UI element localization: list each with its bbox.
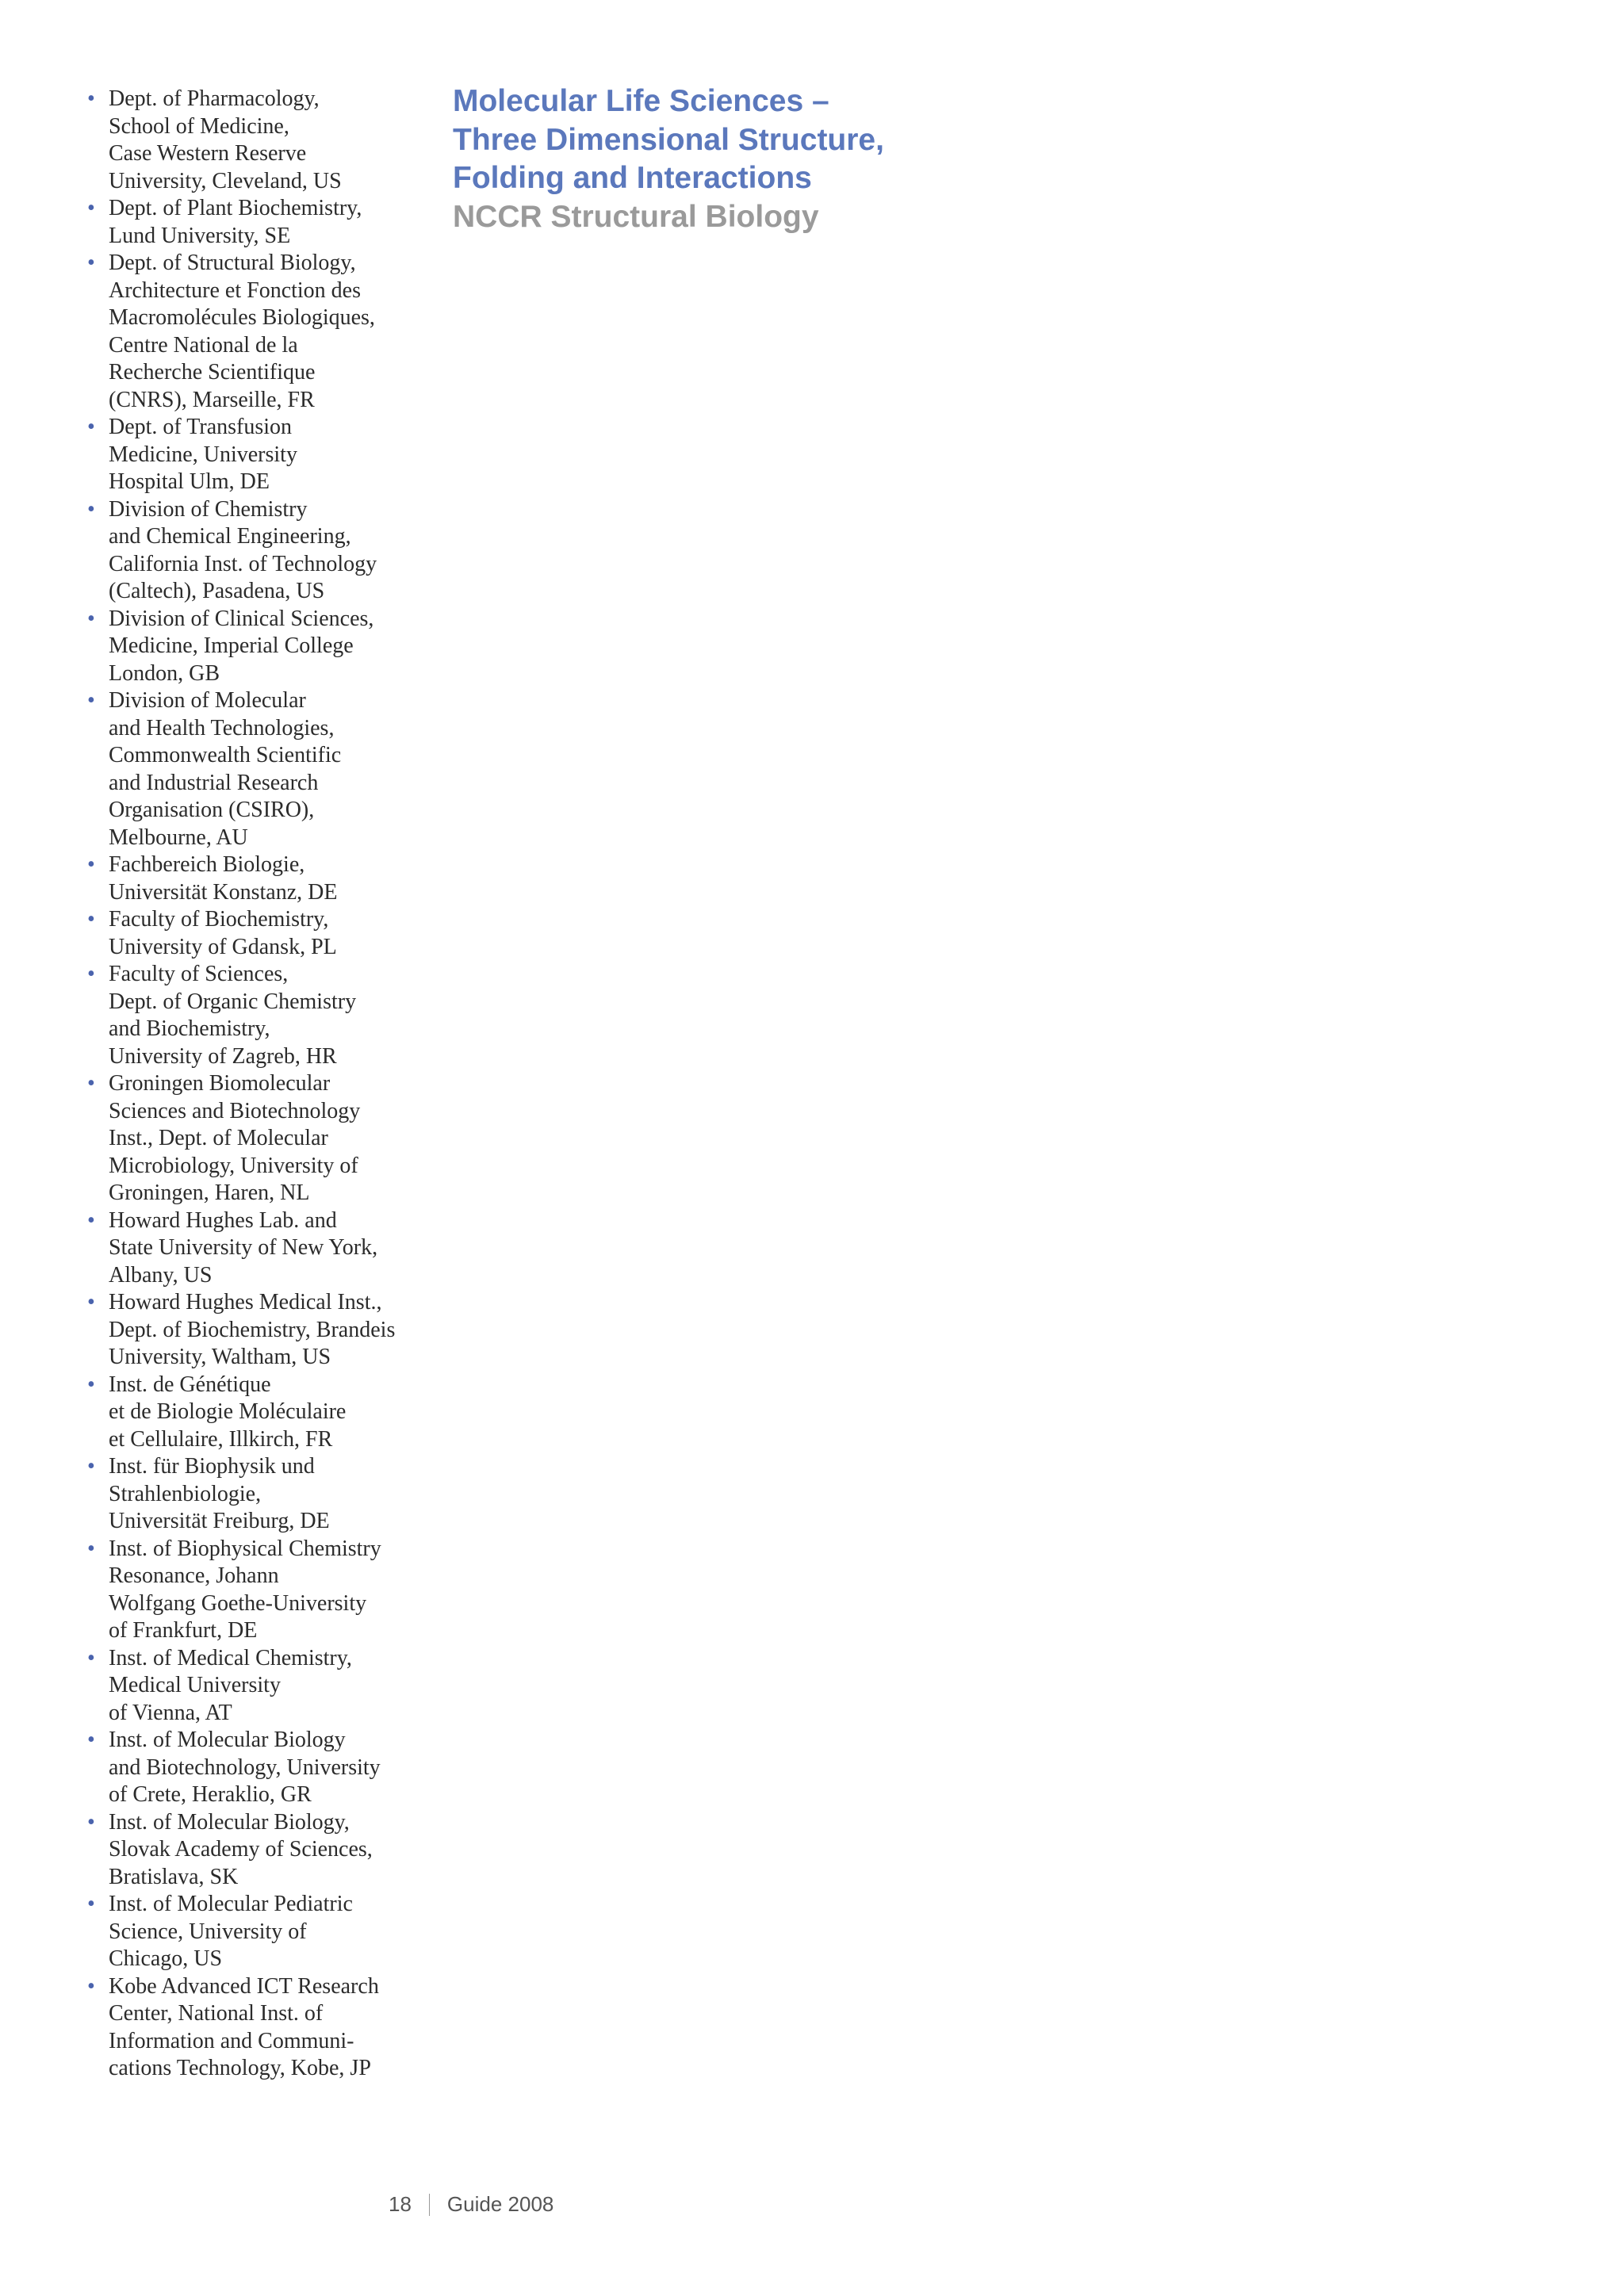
bullet-icon: • (87, 251, 95, 275)
institution-item (87, 1645, 428, 1728)
bullet-icon: • (87, 852, 95, 877)
bullet-icon: • (87, 606, 95, 631)
institution-item (87, 1536, 428, 1645)
institution-item (87, 1809, 428, 1892)
bullet-icon: • (87, 962, 95, 986)
institution-name: Howard Hughes Lab. and State University of New York, Albany, US (109, 1207, 378, 1288)
bullet-icon: • (87, 907, 95, 932)
institution-name: Division of Chemistry and Chemical Engineering, California Inst. of Technology (Caltech), Pasadena, US (109, 496, 377, 603)
footer-divider (429, 2194, 430, 2216)
institution-item (87, 1727, 428, 1809)
institution-list (87, 86, 428, 2083)
bullet-icon: • (87, 1728, 95, 1752)
bullet-icon: • (87, 1071, 95, 1096)
institution-name: Inst. de Génétique et de Biologie Moléculaire et Cellulaire, Illkirch, FR (109, 1372, 347, 1452)
institution-item (87, 1891, 428, 1973)
institution-name: Dept. of Plant Biochemistry, Lund University, SE (109, 196, 362, 248)
title-block (453, 82, 944, 236)
institution-item (87, 1973, 428, 2083)
bullet-icon: • (87, 1536, 95, 1561)
bullet-icon: • (87, 496, 95, 522)
institution-item (87, 906, 428, 961)
institution-item (87, 195, 428, 250)
institution-item (87, 1207, 428, 1290)
institution-name: Inst. of Medical Chemistry, Medical University of Vienna, AT (109, 1645, 352, 1725)
bullet-icon: • (87, 1290, 95, 1314)
institution-name: Division of Clinical Sciences, Medicine, Imperial College London, GB (109, 606, 374, 686)
institution-item (87, 851, 428, 906)
institution-name: Inst. of Biophysical Chemistry Resonance, Johann Wolfgang Goethe-University of Frankfurt, DE (109, 1536, 381, 1643)
institution-item (87, 961, 428, 1070)
bullet-icon: • (87, 415, 95, 439)
institution-name: Faculty of Biochemistry, University of Gdansk, PL (109, 907, 337, 959)
institution-name: Inst. of Molecular Biology, Slovak Academy of Sciences, Bratislava, SK (109, 1809, 373, 1889)
institution-name: Groningen Biomolecular Sciences and Biotechnology Inst., Dept. of Molecular Microbiology, University of Groningen, Haren, NL (109, 1071, 361, 1205)
institution-name: Fachbereich Biologie, Universität Konstanz, DE (109, 852, 338, 905)
institution-name: Dept. of Pharmacology, School of Medicine, Case Western Reserve University, Cleveland, US (109, 86, 342, 193)
bullet-icon: • (87, 1973, 95, 1999)
bullet-icon: • (87, 1809, 95, 1835)
bullet-icon: • (87, 86, 95, 111)
bullet-icon: • (87, 1372, 95, 1397)
institution-item (87, 1372, 428, 1454)
institution-item (87, 496, 428, 606)
bullet-icon: • (87, 688, 95, 713)
page-title: Molecular Life Sciences – Three Dimensional Structure, Folding and Interactions (453, 84, 884, 195)
institution-item (87, 687, 428, 851)
institution-name: Faculty of Sciences, Dept. of Organic Chemistry and Biochemistry, University of Zagreb, HR (109, 962, 357, 1069)
institution-item (87, 1289, 428, 1372)
publication-name: Guide 2008 (446, 2192, 554, 2216)
institution-item (87, 1453, 428, 1536)
institution-name: Inst. of Molecular Biology and Biotechnology, University of Crete, Heraklio, GR (109, 1728, 381, 1807)
institution-item (87, 414, 428, 496)
institution-name: Division of Molecular and Health Technologies, Commonwealth Scientific and Industrial Research Organisation (CSIRO), Melbourne, AU (109, 688, 342, 850)
page-subtitle: NCCR Structural Biology (453, 199, 819, 234)
institution-name: Kobe Advanced ICT Research Center, National Inst. of Information and Communi- cations Technology, Kobe, JP (109, 1973, 379, 2080)
institution-name: Inst. of Molecular Pediatric Science, University of Chicago, US (109, 1892, 353, 1971)
institution-name: Dept. of Transfusion Medicine, University Hospital Ulm, DE (109, 415, 297, 494)
page-number: 18 (389, 2192, 412, 2216)
bullet-icon: • (87, 1207, 95, 1233)
institution-item (87, 1070, 428, 1207)
institution-name: Inst. für Biophysik und Strahlenbiologie, Universität Freiburg, DE (109, 1454, 330, 1533)
bullet-icon: • (87, 1454, 95, 1479)
institution-item (87, 606, 428, 688)
bullet-icon: • (87, 196, 95, 220)
institution-item (87, 250, 428, 414)
page-footer (389, 2192, 553, 2217)
bullet-icon: • (87, 1645, 95, 1670)
institution-name: Howard Hughes Medical Inst., Dept. of Biochemistry, Brandeis University, Waltham, US (109, 1290, 396, 1369)
institution-item (87, 86, 428, 195)
bullet-icon: • (87, 1892, 95, 1916)
institution-name: Dept. of Structural Biology, Architecture et Fonction des Macromolécules Biologiques, Centre National de la Recherche Scientifique (CNRS), Marseille, FR (109, 251, 375, 412)
